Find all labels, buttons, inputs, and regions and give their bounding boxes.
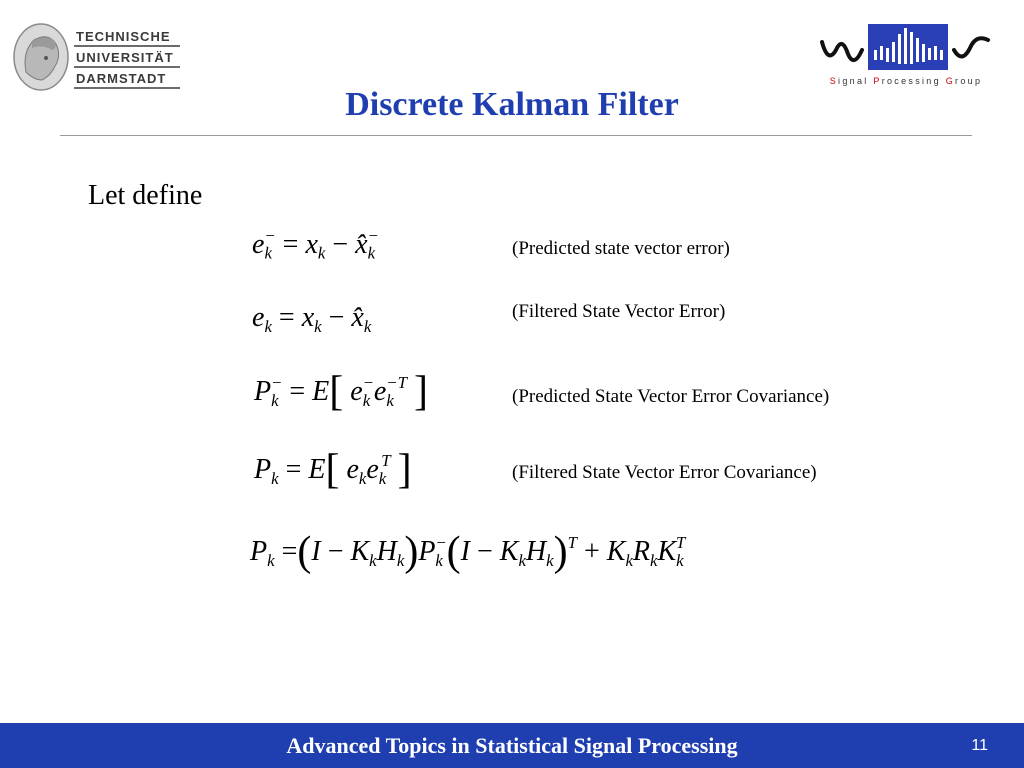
tu-darmstadt-logo <box>12 22 177 94</box>
spg-initial-p: P <box>873 76 882 86</box>
footer-bar <box>0 723 1024 768</box>
equation-filtered-covariance: $P_k = E$[ $e_ke_k^T$ ] <box>254 447 412 493</box>
equation-filtered-error: $e_k = x_k$ − $x̂_k$ <box>252 302 372 336</box>
tud-line-2: UNIVERSITÄT <box>74 47 180 68</box>
tud-line-3: DARMSTADT <box>74 68 180 89</box>
desc-filtered-covariance: (Filtered State Vector Error Covariance) <box>512 462 817 483</box>
equation-joseph-form-update: $P_k =(I - K_kH_k)P_k^-(I - K_kH_k)^T + K_kR_kK_k^T$ <box>250 529 686 575</box>
footer-course-title: Advanced Topics in Statistical Signal Processing <box>286 733 738 758</box>
desc-predicted-error: (Predicted state vector error) <box>512 238 730 259</box>
spg-initial-s: S <box>829 76 839 86</box>
title-divider <box>60 135 972 136</box>
tud-wordmark <box>74 26 180 89</box>
equation-predicted-error: $e_k^- = x_k$ − $x̂_k^-$ <box>252 226 379 263</box>
slide-title: Discrete Kalman Filter <box>345 86 679 123</box>
waveform-logo-icon <box>818 20 994 74</box>
desc-predicted-covariance: (Predicted State Vector Error Covariance) <box>512 386 830 407</box>
equation-predicted-covariance: $P_k^- = E$[ $e_k^-e_k^{-T}$ ] <box>254 369 428 415</box>
signal-processing-group-logo <box>818 20 994 92</box>
spg-caption: Signal Processing Group <box>829 76 983 86</box>
athena-seal-icon <box>12 22 70 92</box>
desc-filtered-error: (Filtered State Vector Error) <box>512 301 726 322</box>
tud-line-1: TECHNISCHE <box>74 26 180 47</box>
page-number: 11 <box>971 737 988 754</box>
spg-initial-g: G <box>945 76 956 86</box>
lead-text: Let define <box>88 180 203 211</box>
